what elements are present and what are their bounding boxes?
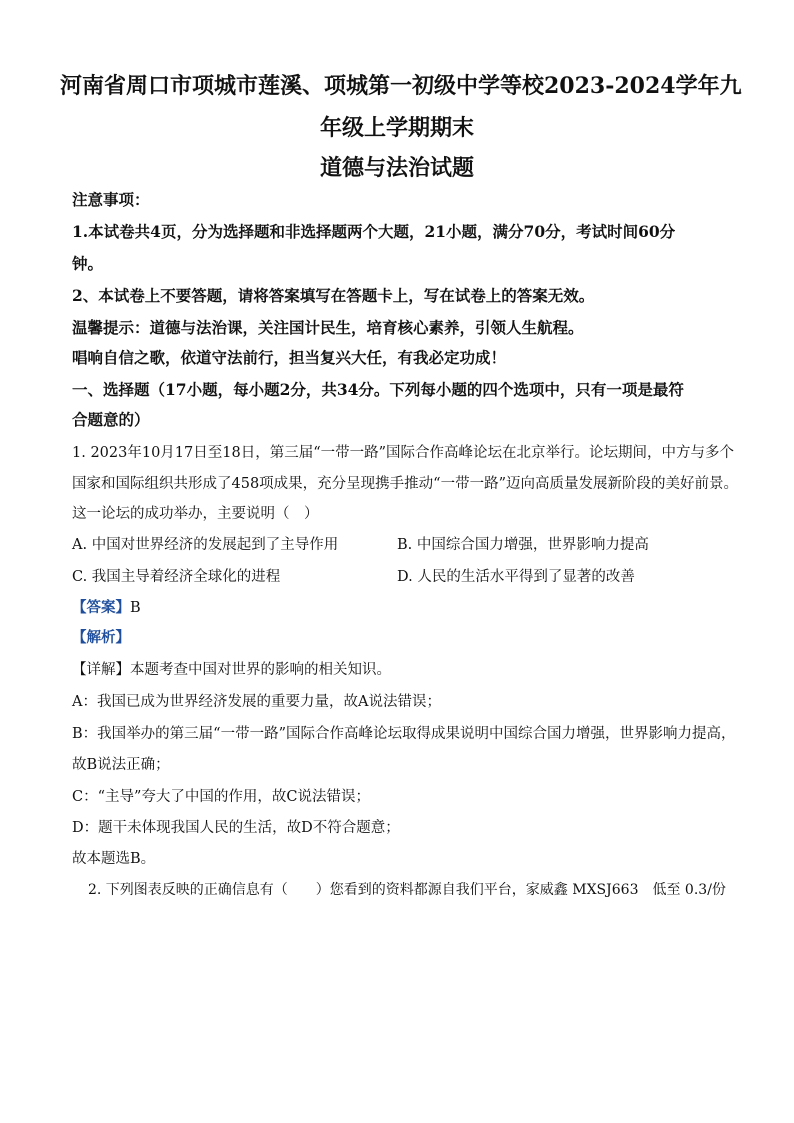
analysis-tag: 【解析】: [72, 629, 130, 646]
q1-option-a: A. 中国对世界经济的发展起到了主导作用: [72, 537, 339, 553]
q1-detail: 【详解】本题考查中国对世界的影响的相关知识。: [72, 662, 391, 678]
q1-conclusion: 故本题选B。: [72, 851, 156, 867]
q1-explain-b-line1: B：我国举办的第三届“一带一路”国际合作高峰论坛取得成果说明中国综合国力增强，世界影响力提高，: [72, 726, 736, 742]
q1-explain-d: D：题干未体现我国人民的生活，故D不符合题意；: [72, 820, 400, 836]
notes-item1-line1: 1.本试卷共4页，分为选择题和非选择题两个大题，21小题，满分70分，考试时间60分: [72, 222, 676, 241]
answer-value: B: [130, 600, 141, 616]
exam-subtitle: 道德与法治试题: [319, 155, 474, 181]
q1-answer: [72, 598, 141, 618]
q1-stem-line3: 这一论坛的成功举办，主要说明（ ）: [72, 506, 319, 522]
q1-stem-line1: 1. 2023年10月17日至18日，第三届“一带一路”国际合作高峰论坛在北京举行。论坛期间，中方与多个: [72, 445, 735, 461]
q1-explain-a: A：我国已成为世界经济发展的重要力量，故A说法错误；: [72, 694, 441, 710]
section1-heading-line1: 一、选择题（17小题，每小题2分，共34分。下列每小题的四个选项中，只有一项是最符: [72, 380, 684, 399]
q1-option-c: C. 我国主导着经济全球化的进程: [72, 569, 281, 585]
q1-explain-c: C：“主导”夸大了中国的作用，故C说法错误；: [72, 789, 371, 805]
q1-stem-line2: 国家和国际组织共形成了458项成果，充分呈现携手推动“一带一路”迈向高质量发展新阶段的美好前景。: [72, 476, 738, 492]
q1-option-d: D. 人民的生活水平得到了显著的改善: [397, 569, 635, 585]
q1-analysis: [72, 628, 130, 648]
exam-title-line2: 年级上学期期末: [319, 115, 474, 141]
q1-option-b: B. 中国综合国力增强，世界影响力提高: [397, 537, 649, 553]
notes-heading: 注意事项：: [72, 190, 150, 209]
notes-tip: 温馨提示：道德与法治课，关注国计民生，培育核心素养，引领人生航程。: [72, 318, 584, 337]
notes-motto: 唱响自信之歌，依道守法前行，担当复兴大任，有我必定功成！: [72, 348, 507, 367]
exam-title-line1: 河南省周口市项城市莲溪、项城第一初级中学等校2023-2024学年九: [60, 73, 742, 99]
notes-item2: 2、本试卷上不要答题，请将答案填写在答题卡上，写在试卷上的答案无效。: [72, 286, 595, 305]
section1-heading-line2: 合题意的）: [72, 410, 150, 429]
q1-explain-b-line2: 故B说法正确；: [72, 757, 170, 773]
notes-item1-line2: 钟。: [72, 254, 104, 273]
q2-stem: 2. 下列图表反映的正确信息有（ ）您看到的资料都源自我们平台，家威鑫 MXSJ663 低至 0.3/份: [88, 882, 726, 898]
answer-tag: 【答案】: [72, 599, 130, 616]
